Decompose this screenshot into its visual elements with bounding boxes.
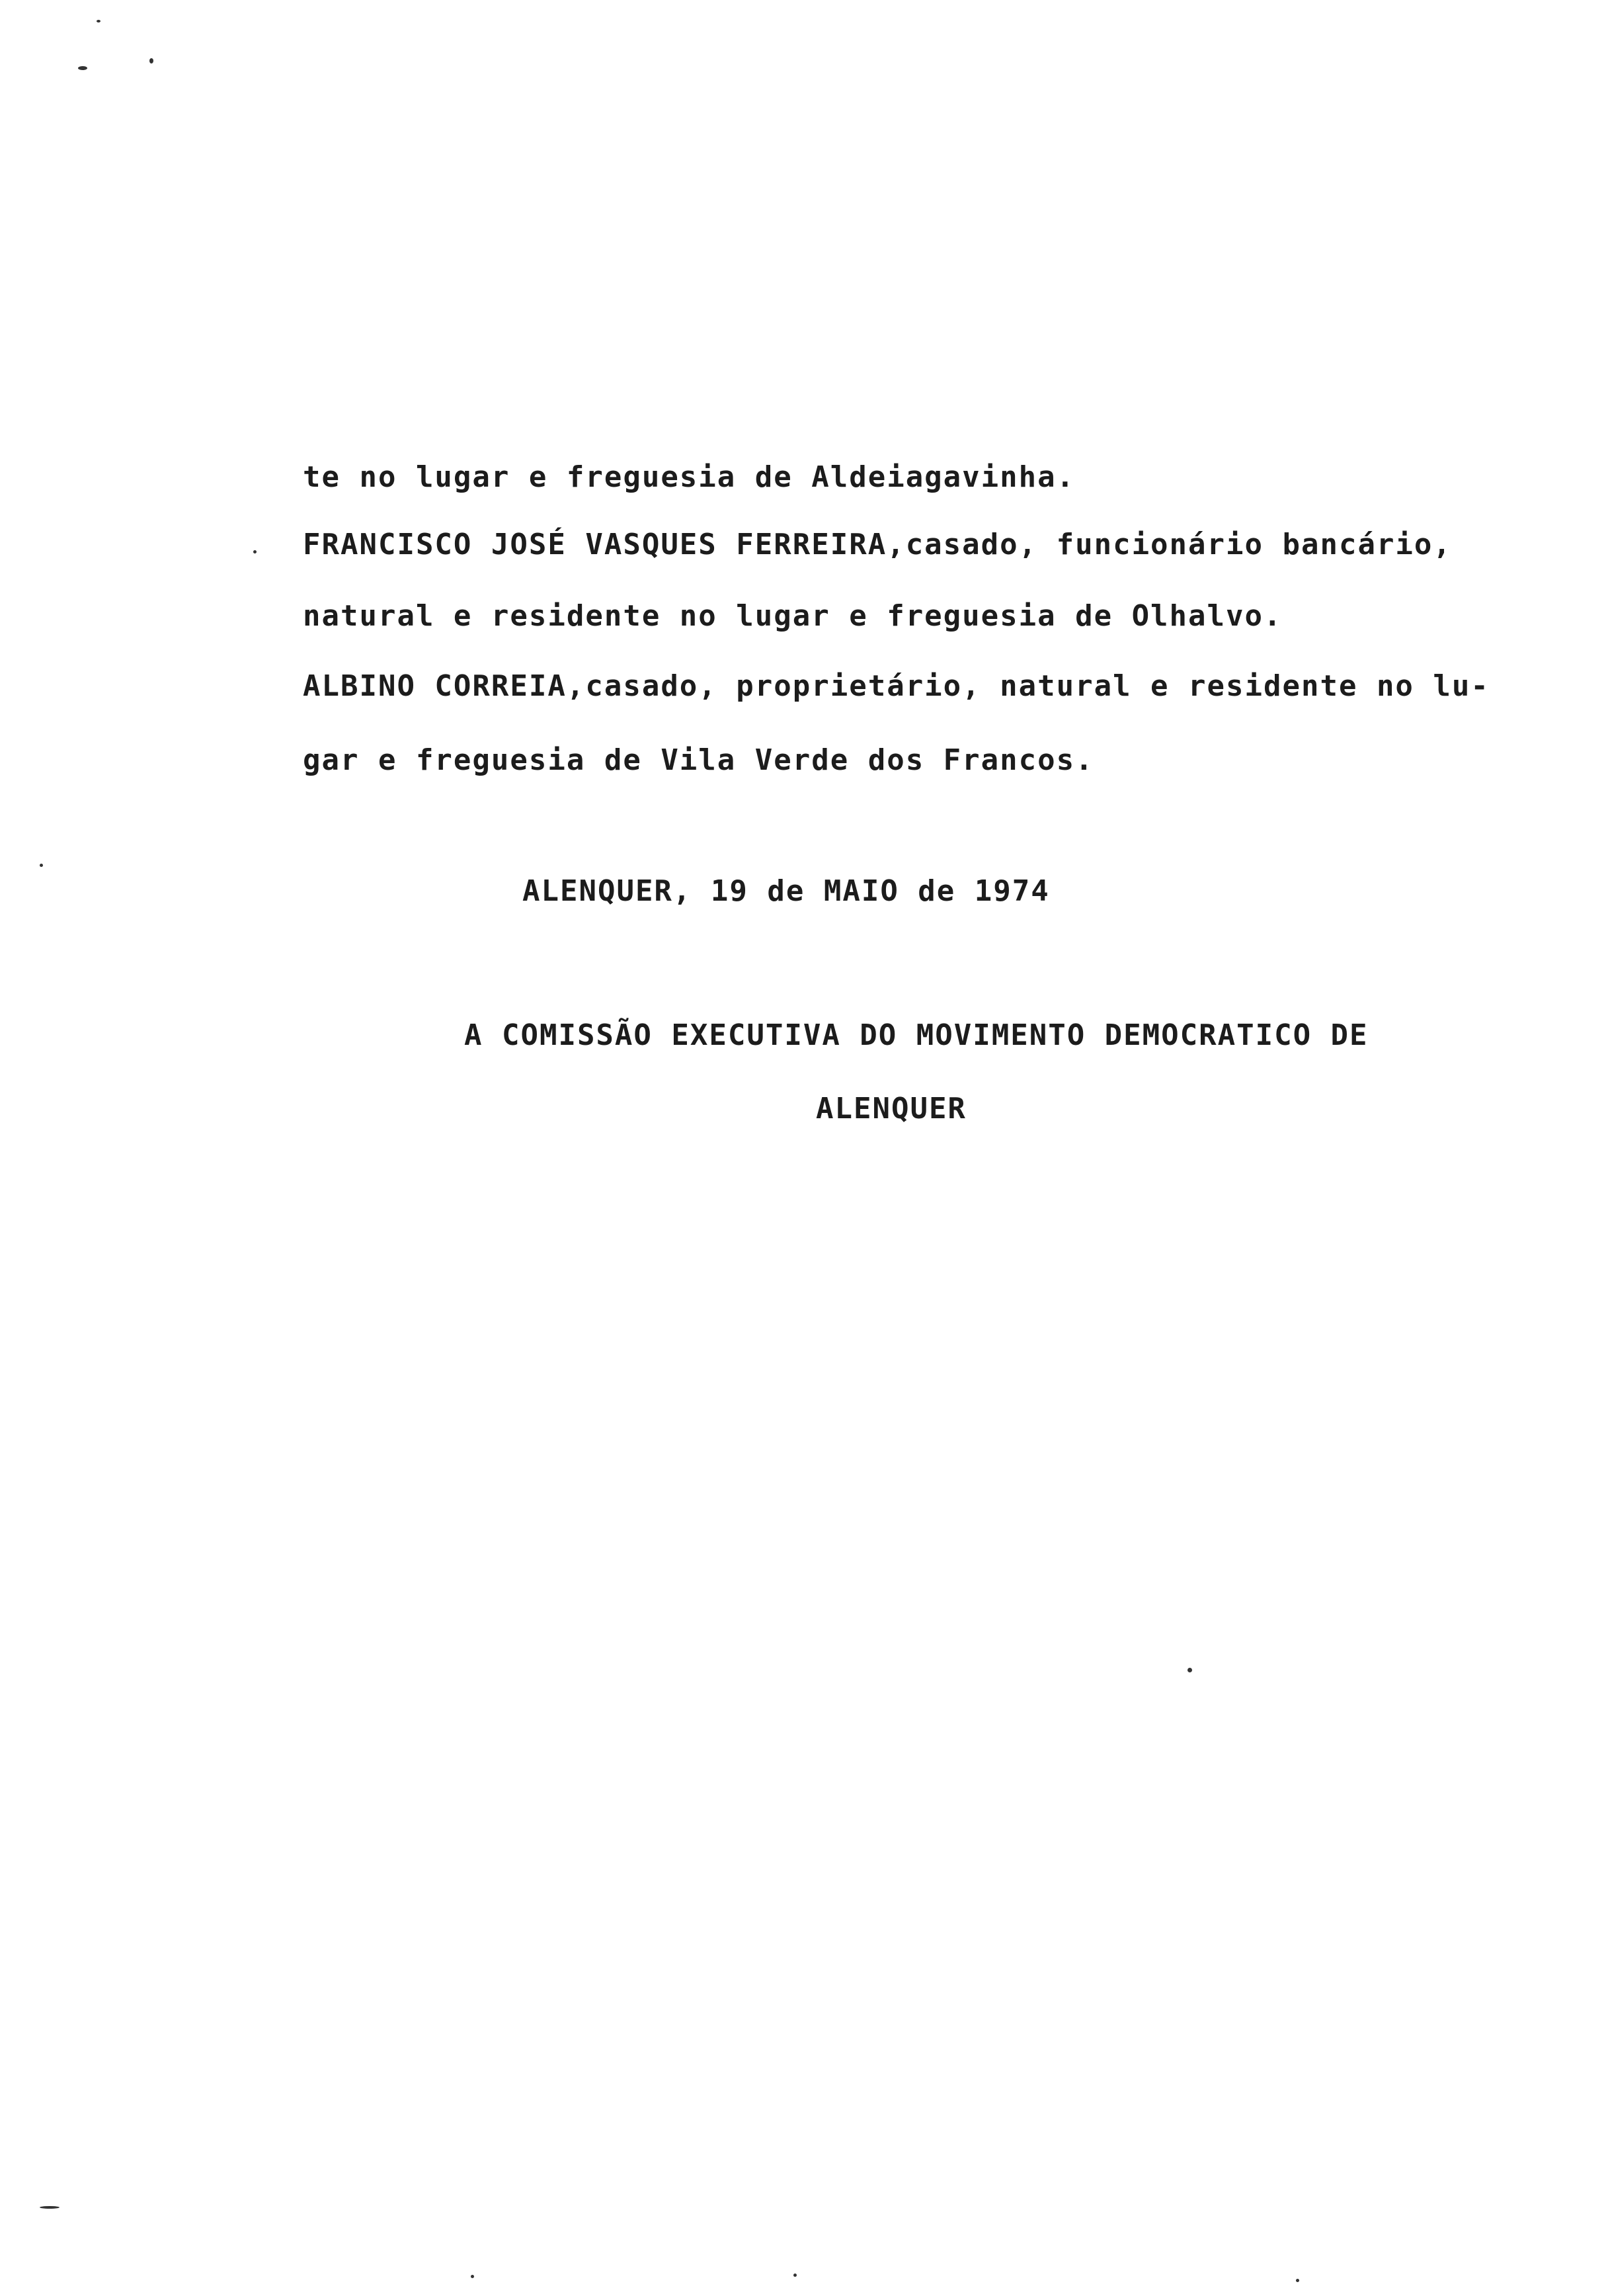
scan-speck — [1187, 1668, 1192, 1672]
scan-speck — [40, 864, 43, 867]
body-line-3: natural e residente no lugar e freguesia de Olhalvo. — [303, 599, 1283, 633]
scan-speck — [793, 2274, 797, 2277]
body-line-1: te no lugar e freguesia de Aldeiagavinha. — [303, 460, 1076, 494]
scan-speck — [253, 550, 257, 554]
body-line-5: gar e freguesia de Vila Verde dos Francos. — [303, 743, 1094, 777]
signature-line-1: A COMISSÃO EXECUTIVA DO MOVIMENTO DEMOCRATICO DE — [464, 1018, 1369, 1052]
scan-speck — [471, 2275, 474, 2278]
signature-line-2: ALENQUER — [816, 1092, 967, 1126]
body-line-2: FRANCISCO JOSÉ VASQUES FERREIRA,casado, funcionário bancário, — [303, 528, 1452, 561]
scan-speck — [97, 20, 100, 22]
scan-speck — [1296, 2279, 1299, 2282]
place-date: ALENQUER, 19 de MAIO de 1974 — [522, 874, 1050, 908]
scan-speck — [78, 66, 87, 70]
scan-speck — [149, 58, 153, 63]
scan-speck — [40, 2206, 60, 2209]
body-line-4: ALBINO CORREIA,casado, proprietário, natural e residente no lu- — [303, 669, 1490, 703]
